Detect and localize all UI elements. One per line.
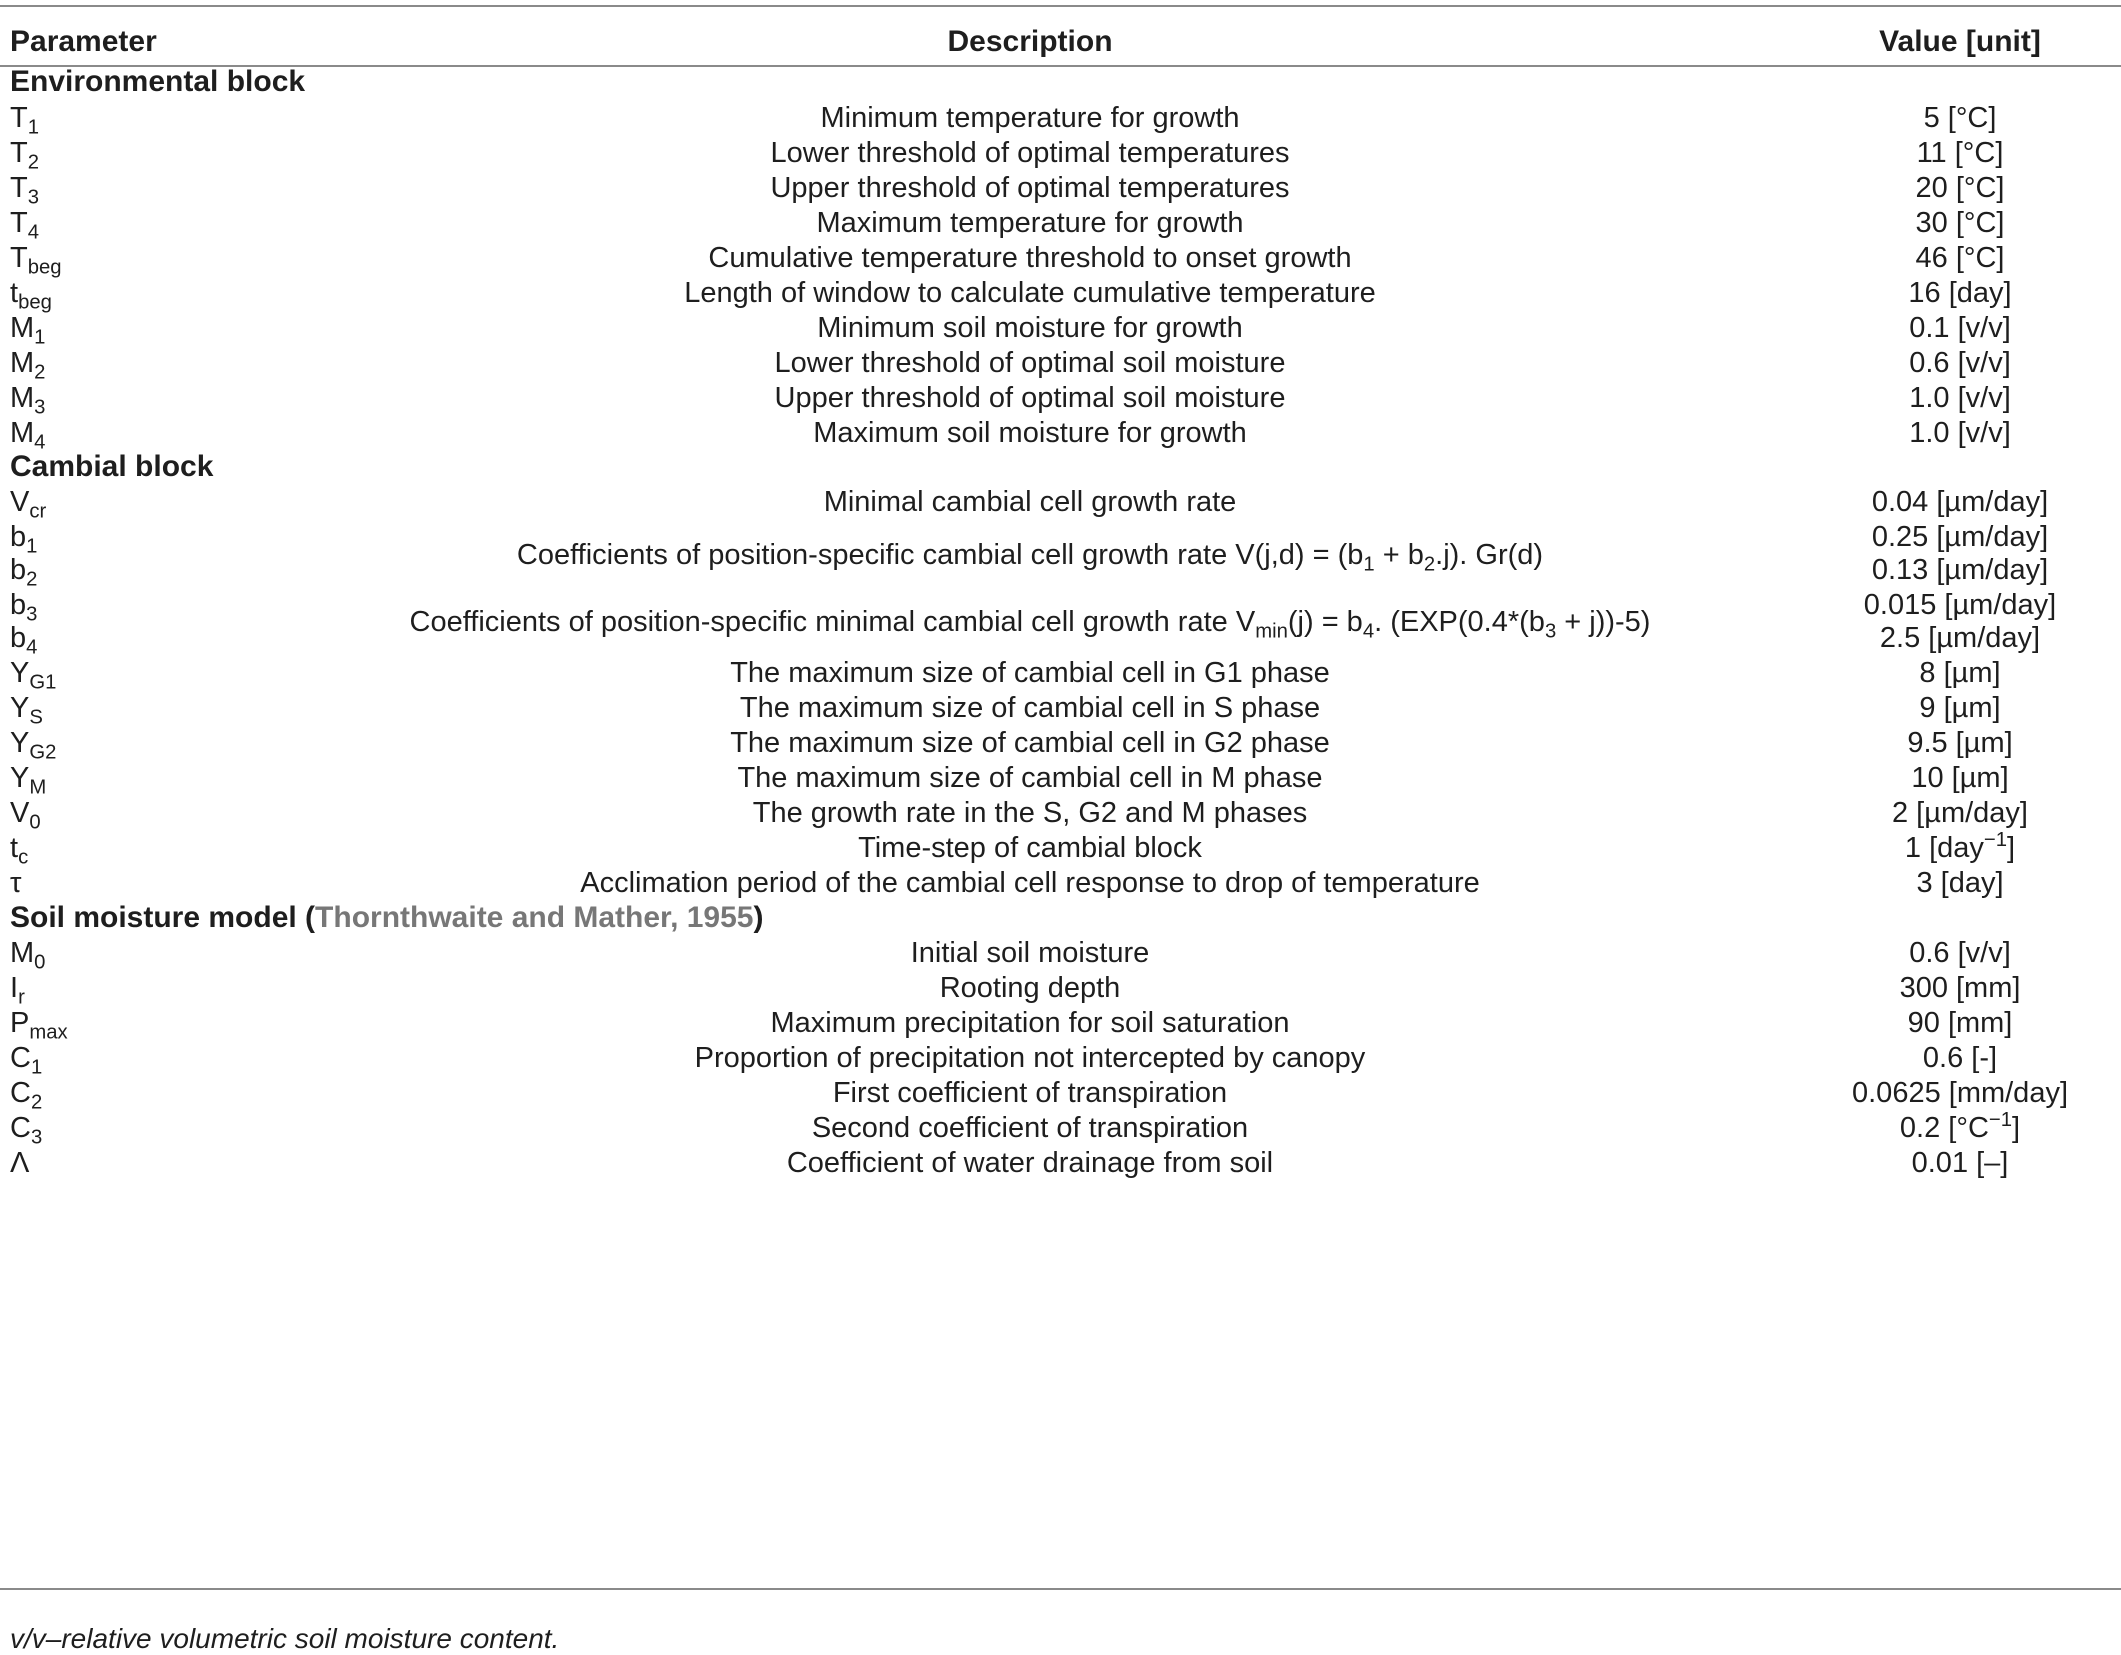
merged-desc-b1-b2 xyxy=(0,537,2121,576)
param-cell: $C_3$ xyxy=(10,1112,43,1149)
table-row xyxy=(0,970,2121,1009)
value-cell: 3 [day] xyxy=(1916,867,2004,899)
table-row xyxy=(0,725,2121,764)
table-row xyxy=(0,828,2121,869)
table-row xyxy=(0,865,2121,901)
param-cell: $b_4$ xyxy=(10,622,38,659)
value-cell: 9.5 [µm] xyxy=(1907,727,2013,759)
value-cell: 0.04 [µm/day] xyxy=(1871,486,2049,518)
param-cell: $b_1$ xyxy=(10,521,38,558)
value-cell: 0.13 [µm/day] xyxy=(1871,554,2049,586)
value-cell: 0.2 $[^\circ C^{-1}]$ xyxy=(1899,1108,2021,1144)
section-soil-moisture: Soil moisture model (Thornthwaite and Mather, 1955) xyxy=(10,901,764,934)
param-cell: Λ xyxy=(10,1147,30,1179)
param-cell: $b_2$ xyxy=(10,554,38,591)
description-cell: The maximum size of cambial cell in G2 phase xyxy=(730,727,1330,759)
merged-desc-b3-b4 xyxy=(0,604,2121,643)
param-cell: $t_{beg}$ xyxy=(10,277,52,314)
value-cell: 1 [day$^{-1}$] xyxy=(1904,828,2016,864)
param-cell: $b_3$ xyxy=(10,589,38,626)
table-row xyxy=(0,275,2121,314)
param-cell: $V_0$ xyxy=(10,797,41,834)
table-row xyxy=(0,135,2121,174)
description-cell: Initial soil moisture xyxy=(910,937,1150,969)
table-row xyxy=(0,935,2121,974)
param-cell: $T_4$ xyxy=(10,207,39,244)
description-cell: Second coefficient of transpiration xyxy=(811,1112,1249,1144)
table-row xyxy=(0,310,2121,349)
table-row xyxy=(0,655,2121,694)
header-rule xyxy=(0,65,2121,67)
description-cell: Coefficient of water drainage from soil xyxy=(786,1147,1274,1179)
description-cell: The maximum size of cambial cell in M phase xyxy=(737,762,1323,794)
value-cell: 11 [°C] xyxy=(1916,137,2004,169)
description-cell: Minimum temperature for growth xyxy=(820,102,1240,134)
table-row xyxy=(0,415,2121,454)
description-cell: Time-step of cambial block xyxy=(858,832,1202,864)
description-cell: The growth rate in the S, G2 and M phases xyxy=(752,797,1308,829)
table-row xyxy=(0,170,2121,209)
description-cell: Length of window to calculate cumulative temperature xyxy=(684,277,1376,309)
footnote: v/v–relative volumetric soil moisture content. xyxy=(10,1623,560,1654)
description-cell: The maximum size of cambial cell in G1 phase xyxy=(730,657,1330,689)
param-cell: $t_c$ xyxy=(10,832,29,869)
description-cell: Upper threshold of optimal soil moisture xyxy=(774,382,1286,414)
bottom-rule xyxy=(0,1588,2121,1590)
header-value: Value [unit] xyxy=(1879,25,2041,58)
description-cell: The maximum size of cambial cell in S phase xyxy=(739,692,1321,724)
table-row xyxy=(0,1040,2121,1079)
value-cell: 0.6 [v/v] xyxy=(1909,937,2011,969)
table-row xyxy=(0,760,2121,799)
description-cell: Maximum temperature for growth xyxy=(816,207,1244,239)
value-cell: 1.0 [v/v] xyxy=(1909,417,2011,449)
description-cell: First coefficient of transpiration xyxy=(832,1077,1228,1109)
value-cell: 5 [°C] xyxy=(1923,102,1997,134)
value-cell: 20 [°C] xyxy=(1915,172,2005,204)
value-cell: 2 [µm/day] xyxy=(1892,797,2028,829)
table-row xyxy=(0,1075,2121,1114)
param-cell: $V_{cr}$ xyxy=(10,486,47,523)
table-row xyxy=(0,1108,2121,1149)
param-cell: $Y_{G2}$ xyxy=(10,727,57,764)
description-cell: Minimum soil moisture for growth xyxy=(817,312,1243,344)
top-rule xyxy=(0,5,2121,7)
table-row xyxy=(0,690,2121,729)
table-row xyxy=(0,1145,2121,1181)
value-cell: 9 [µm] xyxy=(1919,692,2001,724)
param-cell: $I_r$ xyxy=(10,972,25,1009)
desc-b3-b4: Coefficients of position-specific minimal cambial cell growth rate $V_{min}(j) = b_4$. $(EXP(0.4*(b_3 + j))-5)$ xyxy=(409,606,1651,643)
header-description: Description xyxy=(947,25,1113,58)
description-cell: Maximum soil moisture for growth xyxy=(813,417,1247,449)
value-cell: 0.6 [-] xyxy=(1922,1042,1998,1074)
value-cell: 0.25 [µm/day] xyxy=(1871,521,2049,553)
table-row xyxy=(0,100,2121,139)
value-cell: 0.0625 [mm/day] xyxy=(1852,1077,2068,1109)
citation-link[interactable]: Thornthwaite and Mather, 1955 xyxy=(315,901,754,934)
param-cell: $C_1$ xyxy=(10,1042,43,1079)
section-environmental: Environmental block xyxy=(10,65,306,98)
param-cell: $T_2$ xyxy=(10,137,39,174)
value-cell: 0.01 [–] xyxy=(1911,1147,2009,1179)
description-cell: Maximum precipitation for soil saturation xyxy=(770,1007,1290,1039)
table-row xyxy=(0,345,2121,384)
param-cell: τ xyxy=(10,867,22,899)
param-cell: $M_1$ xyxy=(10,312,46,349)
param-cell: $Y_M$ xyxy=(10,762,47,799)
table-row xyxy=(0,205,2121,244)
table-row xyxy=(0,1005,2121,1044)
param-cell: $T_1$ xyxy=(10,102,39,139)
value-cell: 10 [µm] xyxy=(1911,762,2009,794)
value-cell: 8 [µm] xyxy=(1919,657,2001,689)
table-row xyxy=(0,240,2121,279)
param-cell: $Y_{G1}$ xyxy=(10,657,57,694)
value-cell: 0.1 [v/v] xyxy=(1909,312,2011,344)
value-cell: 16 [day] xyxy=(1908,277,2012,309)
table-row xyxy=(0,795,2121,834)
description-cell: Acclimation period of the cambial cell response to drop of temperature xyxy=(580,867,1480,899)
value-cell: 1.0 [v/v] xyxy=(1909,382,2011,414)
param-cell: $T_3$ xyxy=(10,172,39,209)
table-row xyxy=(0,484,2121,523)
description-cell: Lower threshold of optimal soil moisture xyxy=(774,347,1286,379)
value-cell: 2.5 [µm/day] xyxy=(1879,622,2041,654)
value-cell: 90 [mm] xyxy=(1907,1007,2013,1039)
value-cell: 30 [°C] xyxy=(1915,207,2005,239)
description-cell: Minimal cambial cell growth rate xyxy=(823,486,1237,518)
description-cell: Upper threshold of optimal temperatures xyxy=(770,172,1290,204)
param-cell: $M_2$ xyxy=(10,347,46,384)
value-cell: 0.015 [µm/day] xyxy=(1863,589,2057,621)
description-cell: Cumulative temperature threshold to onset growth xyxy=(708,242,1352,274)
param-cell: $Y_S$ xyxy=(10,692,43,729)
section-cambial: Cambial block xyxy=(10,450,214,483)
param-cell: $C_2$ xyxy=(10,1077,43,1114)
description-cell: Proportion of precipitation not intercepted by canopy xyxy=(694,1042,1366,1074)
param-cell: $M_3$ xyxy=(10,382,46,419)
value-cell: 300 [mm] xyxy=(1899,972,2021,1004)
header-parameter: Parameter xyxy=(10,25,157,58)
value-cell: 0.6 [v/v] xyxy=(1909,347,2011,379)
desc-b1-b2: Coefficients of position-specific cambial cell growth rate $V(j,d) = (b_1 + b_2.j)$. Gr(d) xyxy=(516,539,1544,576)
param-cell: $M_4$ xyxy=(10,417,46,454)
param-cell: $P_{max}$ xyxy=(10,1007,68,1044)
description-cell: Lower threshold of optimal temperatures xyxy=(770,137,1290,169)
value-cell: 46 [°C] xyxy=(1915,242,2005,274)
param-cell: $M_0$ xyxy=(10,937,46,974)
table-row xyxy=(0,380,2121,419)
description-cell: Rooting depth xyxy=(939,972,1121,1004)
param-cell: $T_{beg}$ xyxy=(10,242,62,279)
